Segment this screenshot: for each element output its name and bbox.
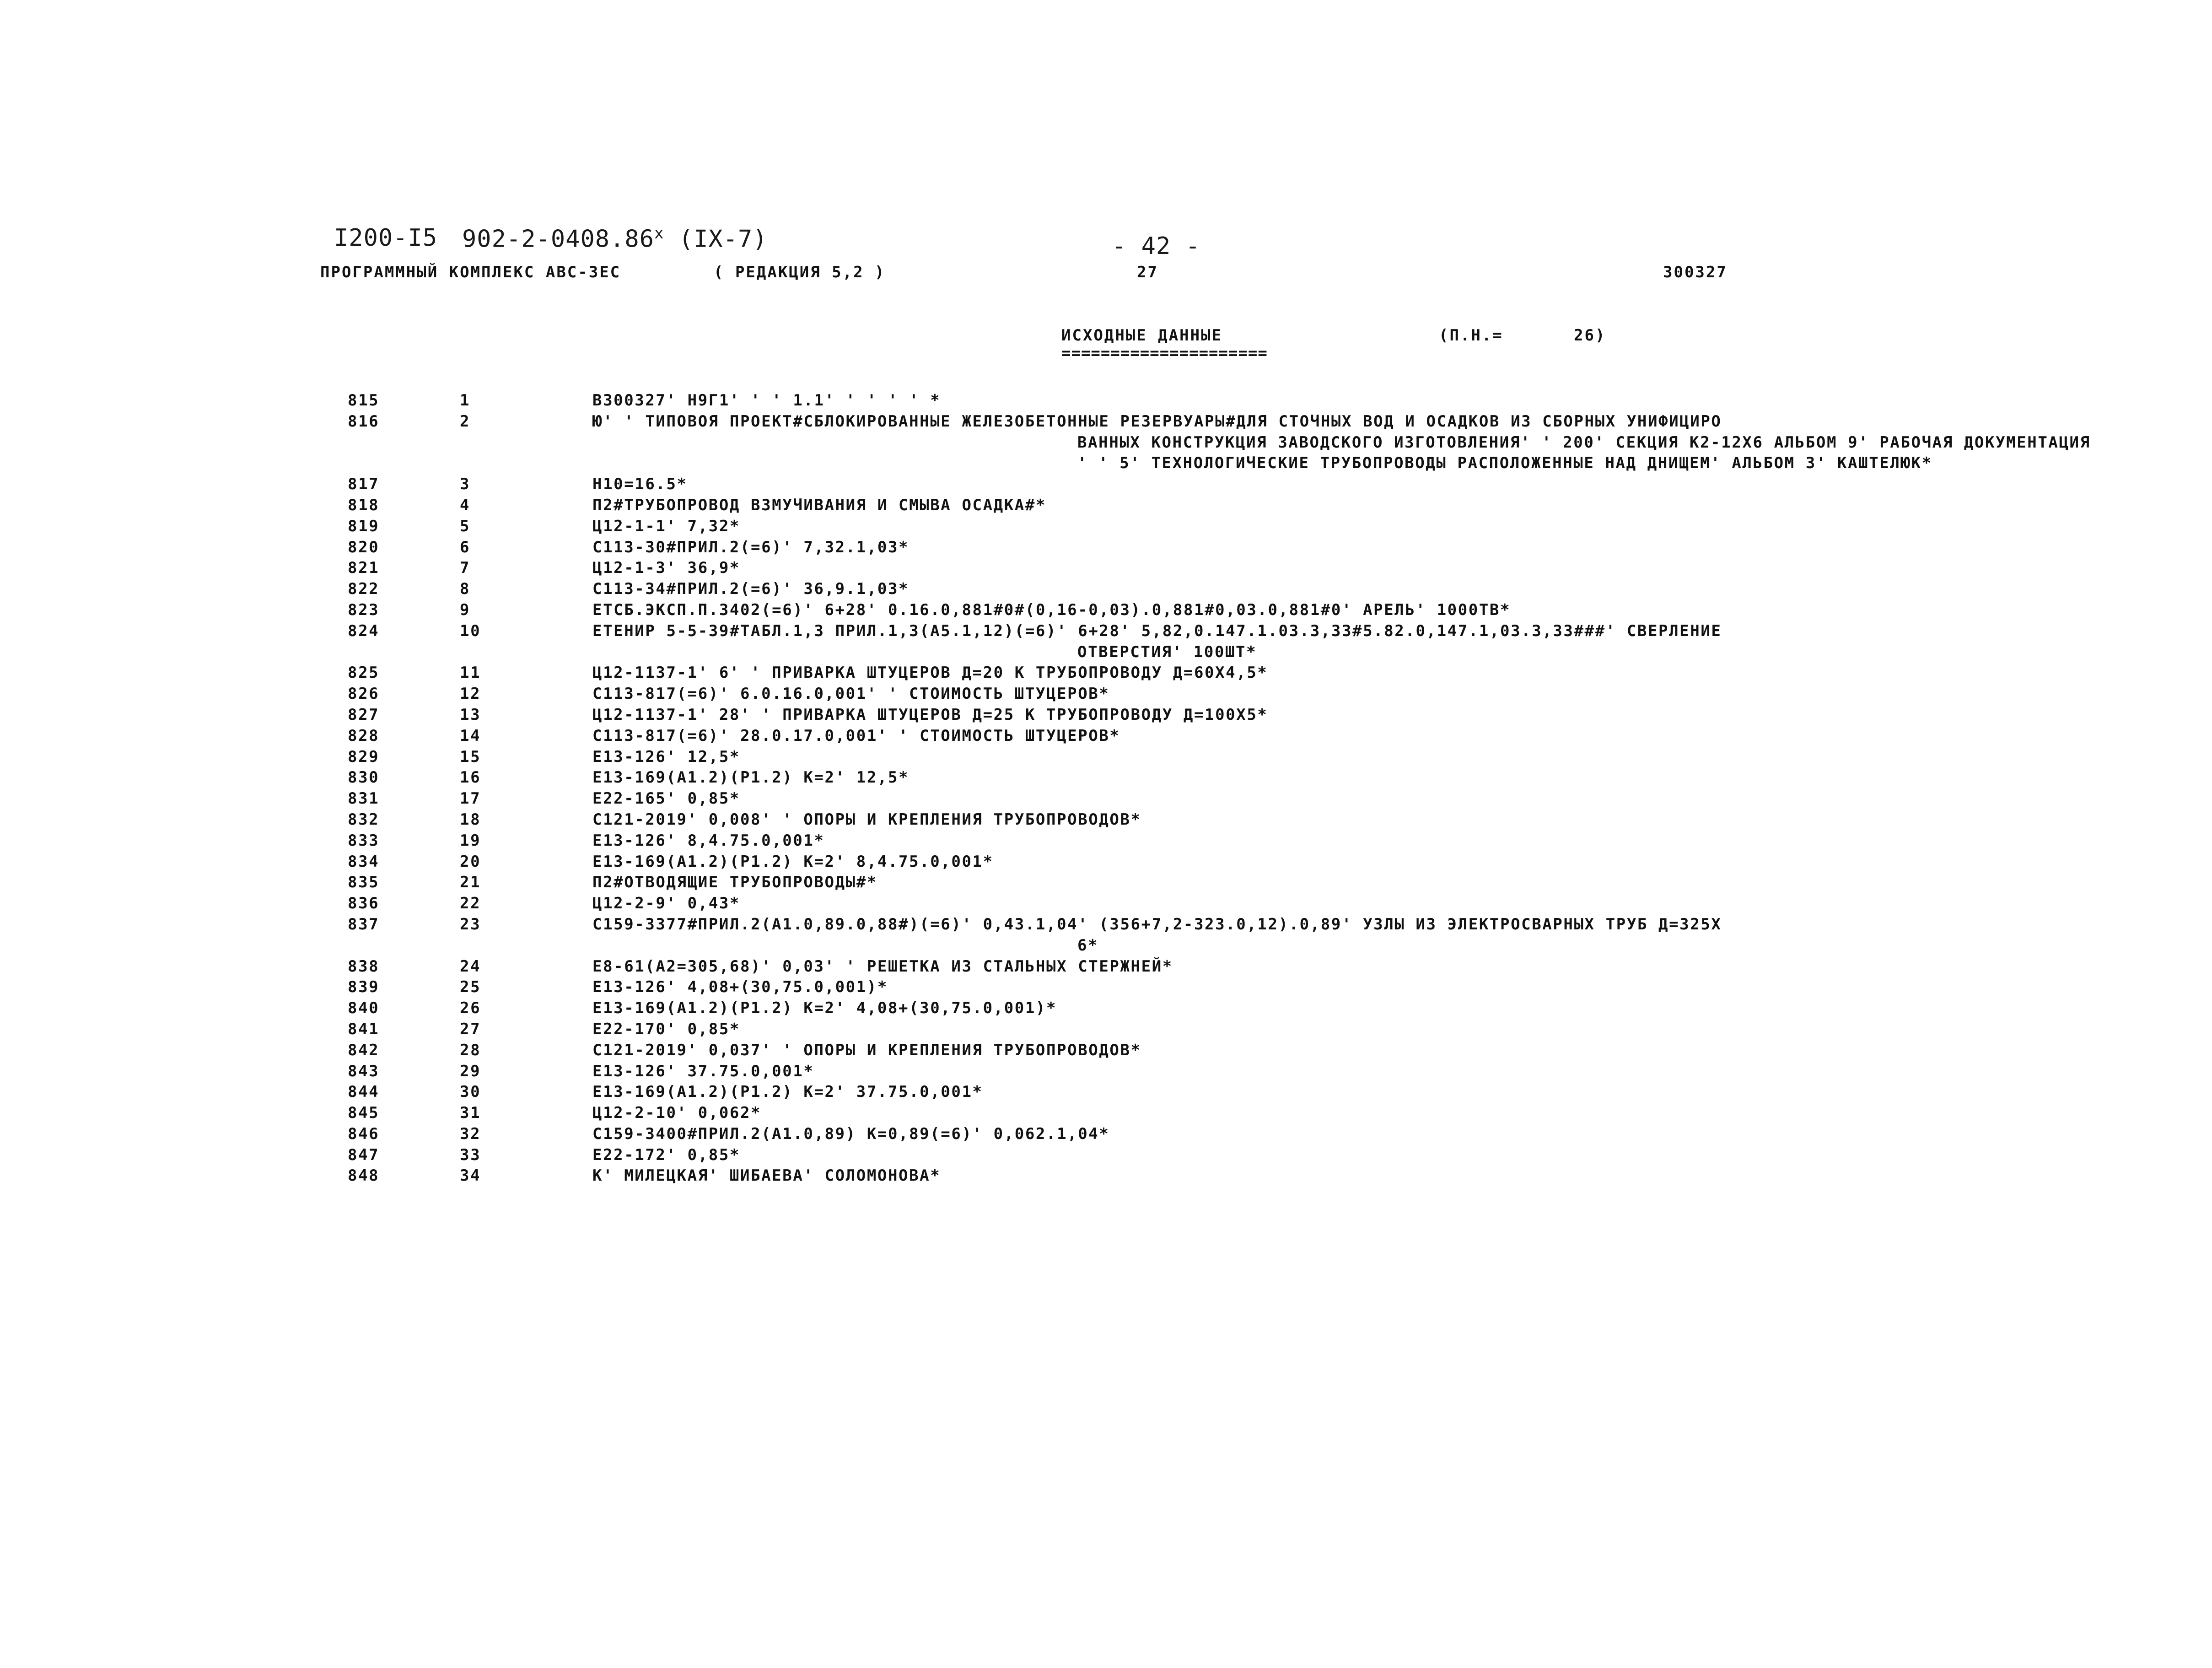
- row-text: ' ' 5' ТЕХНОЛОГИЧЕСКИЕ ТРУБОПРОВОДЫ РАСПОЛОЖЕННЫЕ НАД ДНИЩЕМ' АЛЬБОМ 3' КАШТЕЛЮК*: [1077, 454, 1932, 473]
- series-suffix: (IX-7): [678, 225, 768, 253]
- row-sequence: 22: [460, 894, 481, 913]
- row-text: Е13-126' 12,5*: [592, 747, 740, 766]
- row-number: 842: [348, 1041, 380, 1059]
- row-text: Н10=16.5*: [592, 475, 688, 494]
- row-number: 829: [348, 747, 380, 766]
- row-number: 819: [348, 517, 380, 535]
- listing-row: [348, 1166, 2040, 1187]
- listing-row: [348, 998, 2040, 1019]
- listing-row: [348, 495, 2040, 516]
- row-number: 828: [348, 726, 380, 745]
- row-sequence: 24: [460, 957, 481, 976]
- row-sequence: 29: [460, 1062, 481, 1080]
- row-text: Е13-126' 37.75.0,001*: [592, 1062, 814, 1080]
- row-sequence: 26: [460, 999, 481, 1018]
- row-sequence: 10: [460, 621, 481, 640]
- sheet-number: 27: [1137, 263, 1158, 281]
- row-sequence: 18: [460, 810, 481, 829]
- row-sequence: 11: [460, 664, 481, 682]
- row-text: Ю' ' ТИПОВОЯ ПРОЕКТ#СБЛОКИРОВАННЫЕ ЖЕЛЕЗОБЕТОННЫЕ РЕЗЕРВУАРЫ#ДЛЯ СТОЧНЫХ ВОД И ОСАДКОВ ИЗ СБОРНЫХ УНИФИЦИРО: [592, 412, 1722, 431]
- listing-table: [348, 390, 2091, 1187]
- row-text: ЕТСБ.ЭКСП.П.3402(=6)' 6+28' 0.16.0,881#0#(0,16-0,03).0,881#0,03.0,881#0' АРЕЛЬ' 1000ТВ*: [592, 600, 1511, 619]
- row-number: 843: [348, 1062, 380, 1080]
- row-number: 841: [348, 1020, 380, 1038]
- row-number: 835: [348, 873, 380, 892]
- row-text: Ц12-1-3' 36,9*: [592, 559, 740, 578]
- row-text: К' МИЛЕЦКАЯ' ШИБАЕВА' СОЛОМОНОВА*: [592, 1166, 941, 1185]
- listing-row: [348, 810, 2040, 831]
- series-code-main: 902-2-0408.86: [462, 225, 654, 253]
- row-text: С113-34#ПРИЛ.2(=6)' 36,9.1,03*: [592, 580, 910, 599]
- section-underline: =====================: [1061, 344, 1268, 362]
- row-sequence: 34: [460, 1166, 481, 1185]
- listing-row: [348, 474, 2040, 495]
- listing-row: [348, 579, 2040, 600]
- section-ref-value: 26): [1574, 326, 1606, 345]
- row-sequence: 15: [460, 747, 481, 766]
- listing-row: [348, 621, 2040, 642]
- listing-row-continuation: [348, 432, 2091, 453]
- row-number: 820: [348, 538, 380, 556]
- row-text: Е13-126' 8,4.75.0,001*: [592, 831, 825, 850]
- row-text: Е13-169(А1.2)(Р1.2) К=2' 12,5*: [592, 768, 910, 787]
- row-sequence: 2: [460, 412, 471, 431]
- row-text: 6*: [1077, 936, 1099, 955]
- row-text: С121-2019' 0,037' ' ОПОРЫ И КРЕПЛЕНИЯ ТРУБОПРОВОДОВ*: [592, 1041, 1141, 1059]
- row-sequence: 28: [460, 1041, 481, 1059]
- row-text: ЕТЕНИР 5-5-39#ТАБЛ.1,3 ПРИЛ.1,3(А5.1,12)(=6)' 6+28' 5,82,0.147.1.03.3,33#5.82.0,147.1,03.3,33###' СВЕРЛЕНИЕ: [592, 621, 1722, 640]
- listing-row-continuation: [348, 935, 2040, 956]
- row-sequence: 3: [460, 475, 471, 494]
- series-code: [462, 224, 768, 253]
- listing-row: [348, 600, 2040, 621]
- row-text: ВАННЫХ КОНСТРУКЦИЯ ЗАВОДСКОГО ИЗГОТОВЛЕНИЯ' ' 200' СЕКЦИЯ К2-12Х6 АЛЬБОМ 9' РАБОЧАЯ ДОКУМЕНТАЦИЯ: [1077, 433, 2091, 452]
- row-number: 822: [348, 580, 380, 599]
- listing-row: [348, 747, 2040, 768]
- listing-row: [348, 767, 2040, 788]
- row-number: 847: [348, 1145, 380, 1164]
- listing-row: [348, 956, 2040, 977]
- row-text: Ц12-1137-1' 6' ' ПРИВАРКА ШТУЦЕРОВ Д=20 К ТРУБОПРОВОДУ Д=60Х4,5*: [592, 664, 1268, 682]
- doc-code: I200-I5: [334, 224, 438, 252]
- listing-row: [348, 893, 2040, 914]
- edition: ( РЕДАКЦИЯ 5,2 ): [714, 263, 886, 281]
- row-sequence: 8: [460, 580, 471, 599]
- listing-row: [348, 558, 2040, 579]
- row-sequence: 23: [460, 915, 481, 934]
- listing-row: [348, 914, 2040, 935]
- row-text: С113-817(=6)' 28.0.17.0,001' ' СТОИМОСТЬ ШТУЦЕРОВ*: [592, 726, 1120, 745]
- row-text: Е22-170' 0,85*: [592, 1020, 740, 1038]
- row-text: Е13-126' 4,08+(30,75.0,001)*: [592, 978, 888, 997]
- row-number: 827: [348, 705, 380, 724]
- row-number: 816: [348, 412, 380, 431]
- document-code: 300327: [1663, 263, 1728, 281]
- row-text: В300327' Н9Г1' ' ' 1.1' ' ' ' ' *: [592, 391, 941, 410]
- row-sequence: 32: [460, 1124, 481, 1143]
- listing-row: [348, 831, 2040, 852]
- series-mark: x: [654, 224, 664, 243]
- row-sequence: 7: [460, 559, 471, 578]
- section-ref-label: (П.Н.=: [1439, 326, 1503, 345]
- row-sequence: 33: [460, 1145, 481, 1164]
- row-text: С113-30#ПРИЛ.2(=6)' 7,32.1,03*: [592, 538, 910, 556]
- listing-row: [348, 1061, 2040, 1082]
- row-text: ОТВЕРСТИЯ' 100ШТ*: [1077, 642, 1257, 661]
- listing-row: [348, 684, 2040, 705]
- listing-row: [348, 852, 2040, 873]
- row-number: 833: [348, 831, 380, 850]
- row-sequence: 16: [460, 768, 481, 787]
- row-text: П2#ОТВОДЯЩИЕ ТРУБОПРОВОДЫ#*: [592, 873, 877, 892]
- listing-row: [348, 872, 2040, 893]
- row-text: С121-2019' 0,008' ' ОПОРЫ И КРЕПЛЕНИЯ ТРУБОПРОВОДОВ*: [592, 810, 1141, 829]
- row-sequence: 20: [460, 852, 481, 871]
- row-text: С159-3400#ПРИЛ.2(А1.0,89) К=0,89(=6)' 0,062.1,04*: [592, 1124, 1110, 1143]
- listing-row: [348, 390, 2040, 411]
- listing-row-continuation: [348, 642, 2040, 663]
- row-sequence: 17: [460, 789, 481, 808]
- listing-row: [348, 1103, 2040, 1124]
- listing-row: [348, 411, 2040, 432]
- row-number: 840: [348, 999, 380, 1018]
- row-sequence: 27: [460, 1020, 481, 1038]
- row-sequence: 31: [460, 1104, 481, 1123]
- row-number: 832: [348, 810, 380, 829]
- listing-row: [348, 726, 2040, 747]
- row-text: Ц12-1-1' 7,32*: [592, 517, 740, 535]
- row-number: 838: [348, 957, 380, 976]
- listing-row: [348, 663, 2040, 684]
- row-text: Е8-61(А2=305,68)' 0,03' ' РЕШЕТКА ИЗ СТАЛЬНЫХ СТЕРЖНЕЙ*: [592, 957, 1173, 976]
- row-number: 823: [348, 600, 380, 619]
- row-number: 844: [348, 1083, 380, 1101]
- section-title: ИСХОДНЫЕ ДАННЫЕ: [1061, 326, 1223, 345]
- row-text: Е22-172' 0,85*: [592, 1145, 740, 1164]
- listing-row: [348, 516, 2040, 537]
- row-number: 845: [348, 1104, 380, 1123]
- row-text: С159-3377#ПРИЛ.2(А1.0,89.0,88#)(=6)' 0,43.1,04' (356+7,2-323.0,12).0,89' УЗЛЫ ИЗ ЭЛЕКТРОСВАРНЫХ ТРУБ Д=325Х: [592, 915, 1722, 934]
- row-number: 839: [348, 978, 380, 997]
- row-sequence: 30: [460, 1083, 481, 1101]
- row-number: 836: [348, 894, 380, 913]
- row-sequence: 5: [460, 517, 471, 535]
- listing-row-continuation: [348, 453, 2040, 474]
- program-line: ПРОГРАММНЫЙ КОМПЛЕКС АВС-3ЕС: [320, 263, 621, 281]
- row-sequence: 25: [460, 978, 481, 997]
- row-number: 821: [348, 559, 380, 578]
- row-number: 846: [348, 1124, 380, 1143]
- row-sequence: 9: [460, 600, 471, 619]
- row-text: Ц12-2-10' 0,062*: [592, 1104, 762, 1123]
- row-sequence: 12: [460, 685, 481, 703]
- row-number: 824: [348, 621, 380, 640]
- row-number: 818: [348, 496, 380, 514]
- row-number: 834: [348, 852, 380, 871]
- listing-row: [348, 537, 2040, 558]
- row-text: Е13-169(А1.2)(Р1.2) К=2' 37.75.0,001*: [592, 1083, 983, 1101]
- row-number: 831: [348, 789, 380, 808]
- row-text: Е13-169(А1.2)(Р1.2) К=2' 8,4.75.0,001*: [592, 852, 994, 871]
- row-number: 848: [348, 1166, 380, 1185]
- listing-row: [348, 1082, 2040, 1103]
- row-sequence: 6: [460, 538, 471, 556]
- row-text: Е13-169(А1.2)(Р1.2) К=2' 4,08+(30,75.0,001)*: [592, 999, 1057, 1018]
- row-number: 826: [348, 685, 380, 703]
- row-number: 837: [348, 915, 380, 934]
- row-number: 817: [348, 475, 380, 494]
- row-text: Ц12-2-9' 0,43*: [592, 894, 740, 913]
- listing-row: [348, 1145, 2040, 1166]
- row-number: 815: [348, 391, 380, 410]
- row-sequence: 21: [460, 873, 481, 892]
- listing-row: [348, 788, 2040, 810]
- page-number: - 42 -: [1112, 232, 1200, 260]
- listing-row: [348, 1124, 2040, 1145]
- row-text: Ц12-1137-1' 28' ' ПРИВАРКА ШТУЦЕРОВ Д=25 К ТРУБОПРОВОДУ Д=100Х5*: [592, 705, 1268, 724]
- row-sequence: 19: [460, 831, 481, 850]
- listing-row: [348, 977, 2040, 998]
- listing-row: [348, 1019, 2040, 1040]
- listing-row: [348, 1040, 2040, 1061]
- row-text: П2#ТРУБОПРОВОД ВЗМУЧИВАНИЯ И СМЫВА ОСАДКА#*: [592, 496, 1046, 514]
- row-sequence: 14: [460, 726, 481, 745]
- row-sequence: 1: [460, 391, 471, 410]
- row-sequence: 13: [460, 705, 481, 724]
- row-sequence: 4: [460, 496, 471, 514]
- row-number: 825: [348, 664, 380, 682]
- row-text: С113-817(=6)' 6.0.16.0,001' ' СТОИМОСТЬ ШТУЦЕРОВ*: [592, 685, 1110, 703]
- row-text: Е22-165' 0,85*: [592, 789, 740, 808]
- listing-row: [348, 705, 2040, 726]
- row-number: 830: [348, 768, 380, 787]
